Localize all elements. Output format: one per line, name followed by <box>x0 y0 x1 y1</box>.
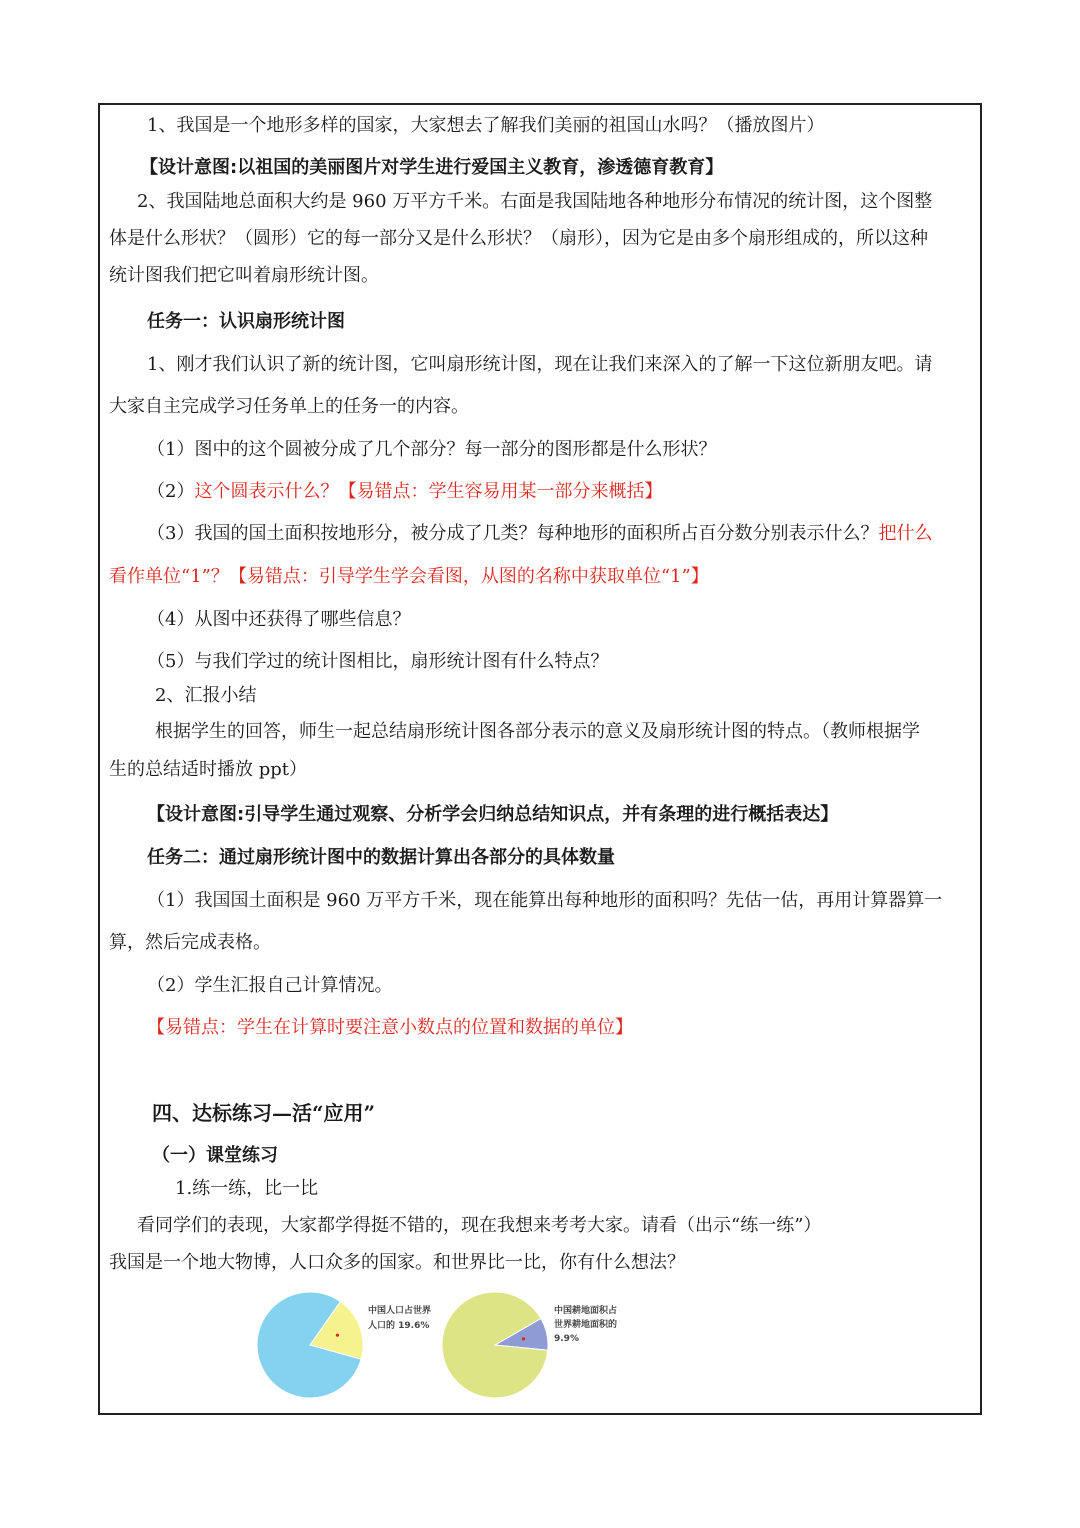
question-2 <box>147 480 662 504</box>
question-3-text: （3）我国的国土面积按地形分，被分成了几类？每种地形的面积所占百分数分别表示什么？ <box>147 523 879 544</box>
pie2-marker <box>522 1337 525 1340</box>
pie2-label-line-3: 9.9% <box>554 1334 579 1344</box>
pie1-label-line-1: 中国人口占世界 <box>368 1306 432 1316</box>
para-2-line-2: 体是什么形状？（圆形）它的每一部分又是什么形状？（扇形），因为它是由多个扇形组成的，所以这种 <box>109 228 928 249</box>
task-2-q2: （2）学生汇报自己计算情况。 <box>147 975 393 996</box>
summary-title: 2、汇报小结 <box>155 685 257 706</box>
pie2-label-line-2: 世界耕地面积的 <box>554 1320 618 1330</box>
exercise-1-title: 1.练一练，比一比 <box>175 1178 319 1199</box>
task-2-q1-line-1: （1）我国国土面积是 960 万平方千米，现在能算出每种地形的面积吗？先估一估，再用计算器算一 <box>147 890 943 911</box>
question-3-line-2: 看作单位“1”？【易错点：引导学生学会看图，从图的名称中获取单位“1”】 <box>109 566 709 587</box>
question-3-line-1 <box>147 522 932 546</box>
exercise-para-1: 看同学们的表现，大家都学得挺不错的，现在我想来考考大家。请看（出示“练一练”） <box>137 1215 822 1236</box>
pie1-marker <box>336 1334 339 1337</box>
classroom-practice-heading: （一）课堂练习 <box>152 1145 278 1166</box>
question-1: （1）图中的这个圆被分成了几个部分？每一部分的图形都是什么形状？ <box>147 439 717 460</box>
para-2-line-3: 统计图我们把它叫着扇形统计图。 <box>109 265 379 286</box>
summary-line-1: 根据学生的回答，师生一起总结扇形统计图各部分表示的意义及扇形统计图的特点。（教师根据学 <box>155 721 920 742</box>
task-1-intro-line-1: 1、刚才我们认识了新的统计图，它叫扇形统计图，现在让我们来深入的了解一下这位新朋友吧。请 <box>147 354 933 375</box>
question-4: （4）从图中还获得了哪些信息？ <box>147 609 411 630</box>
task-1-intro-line-2: 大家自主完成学习任务单上的任务一的内容。 <box>109 396 469 417</box>
pie-chart-farmland <box>442 1292 617 1398</box>
task-1-title: 任务一：认识扇形统计图 <box>147 311 345 332</box>
question-5: （5）与我们学过的统计图相比，扇形统计图有什么特点？ <box>147 651 609 672</box>
para-2-line-1: 2、我国陆地总面积大约是 960 万平方千米。右面是我国陆地各种地形分布情况的统计图，这个图整 <box>137 191 933 212</box>
pie2-label-line-1: 中国耕地面积占 <box>554 1306 618 1316</box>
task-2-error-point: 【易错点：学生在计算时要注意小数点的位置和数据的单位】 <box>147 1017 633 1038</box>
question-2-error-point: 这个圆表示什么？【易错点：学生容易用某一部分来概括】 <box>194 481 663 502</box>
pie-charts <box>240 1285 660 1410</box>
exercise-para-2: 我国是一个地大物博，人口众多的国家。和世界比一比，你有什么想法？ <box>109 1252 685 1273</box>
para-1: 1、我国是一个地形多样的国家，大家想去了解我们美丽的祖国山水吗？（播放图片） <box>147 115 825 136</box>
task-2-q1-line-2: 算，然后完成表格。 <box>109 932 271 953</box>
pie-chart-population <box>257 1292 431 1398</box>
section-4-heading: 四、达标练习—活“应用” <box>152 1101 376 1125</box>
design-intent-1: 【设计意图:以祖国的美丽图片对学生进行爱国主义教育，渗透德育教育】 <box>140 157 724 178</box>
question-3-red-start: 把什么 <box>878 523 933 544</box>
design-intent-2: 【设计意图:引导学生通过观察、分析学会归纳总结知识点，并有条理的进行概括表达】 <box>147 804 839 825</box>
summary-line-2: 生的总结适时播放 ppt） <box>109 759 307 780</box>
task-2-title: 任务二：通过扇形统计图中的数据计算出各部分的具体数量 <box>147 847 615 868</box>
question-2-prefix: （2） <box>147 481 195 502</box>
pie1-label-line-2: 人口的 19.6% <box>368 1321 430 1331</box>
